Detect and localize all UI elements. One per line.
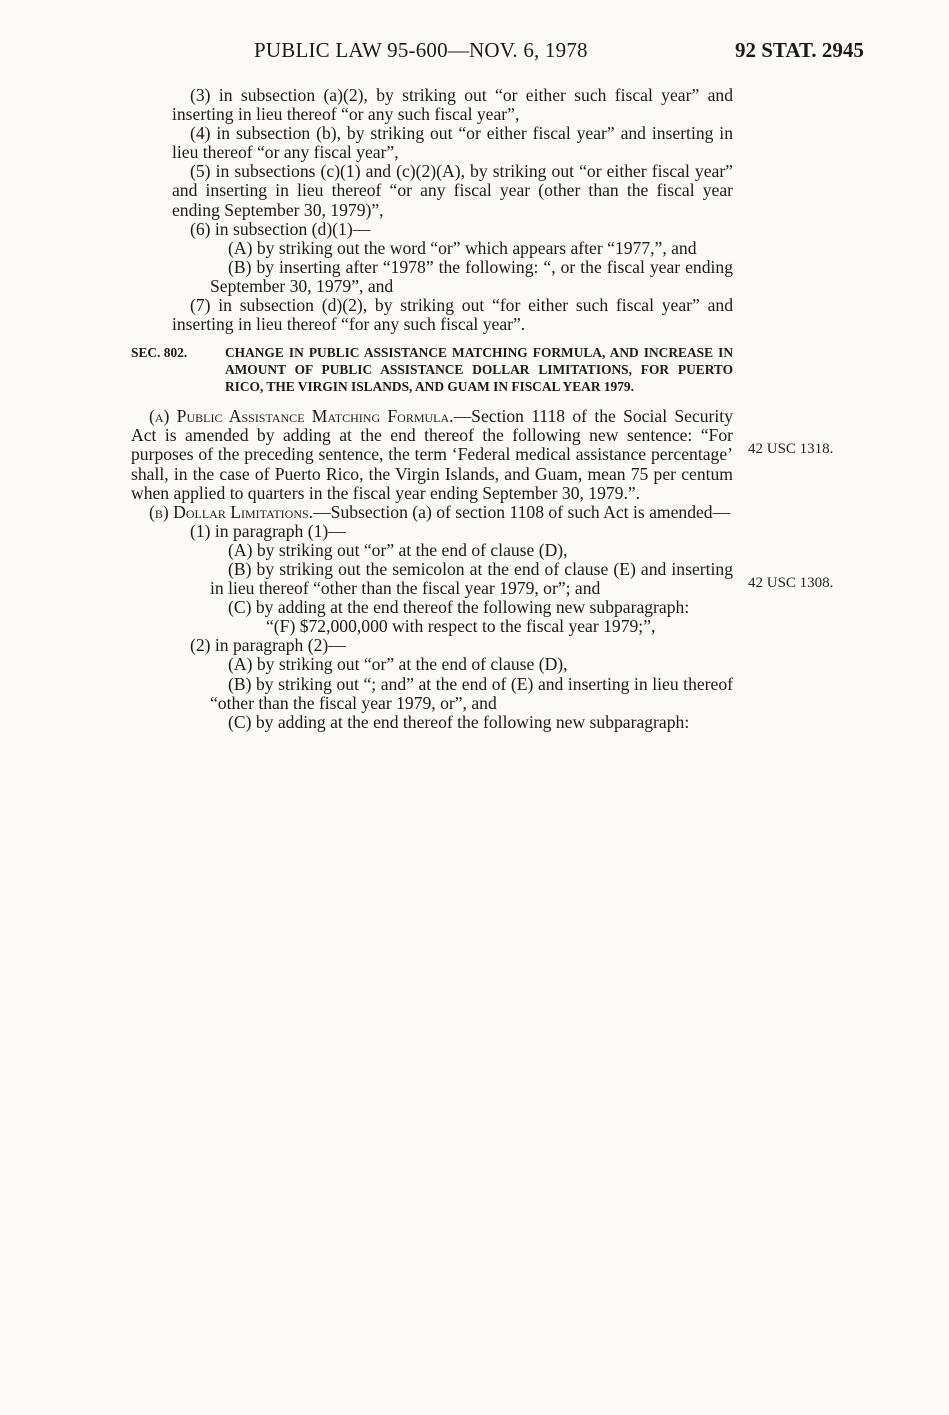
subsection-a-text: —Section 1118 of the Social Security Act is amended by adding at the end thereof the following new sentence: “For purposes of the preceding sentence, the term ‘Federal medical assistance percentage’ shall, in the case of Puerto Rico, the Virgin Islands, and Guam, mean 75 per centum when applied to quarters in the fiscal year ending September 30, 1979.”. [131, 406, 733, 503]
amendment-3: (3) in subsection (a)(2), by striking out “or either such fiscal year” and inserting in lieu thereof “or any such fiscal year”, [172, 85, 733, 125]
section-heading [131, 344, 733, 395]
paragraph-1: (1) in paragraph (1)— [190, 520, 346, 541]
body-text [131, 86, 733, 732]
paragraph-1-a: (A) by striking out “or” at the end of clause (D), [228, 539, 568, 560]
section-title: CHANGE IN PUBLIC ASSISTANCE MATCHING FORMULA, AND INCREASE IN AMOUNT OF PUBLIC ASSISTANCE DOLLAR LIMITATIONS, FOR PUERTO RICO, THE VIRGIN ISLANDS, AND GUAM IN FISCAL YEAR 1979. [225, 345, 733, 395]
subsection-a [131, 407, 733, 502]
header-law-citation: PUBLIC LAW 95-600—NOV. 6, 1978 [254, 38, 588, 62]
paragraph-2: (2) in paragraph (2)— [190, 635, 346, 656]
subsection-b [131, 503, 733, 522]
amendment-6a: (A) by striking out the word “or” which appears after “1977,”, and [228, 237, 697, 258]
paragraph-2-c: (C) by adding at the end thereof the following new subparagraph: [228, 711, 690, 732]
amendment-7: (7) in subsection (d)(2), by striking out “for either such fiscal year” and inserting in lieu thereof “for any such fiscal year”. [172, 295, 733, 335]
amendment-4: (4) in subsection (b), by striking out “or either fiscal year” and inserting in lieu thereof “or any fiscal year”, [172, 123, 733, 163]
paragraph-1-c: (C) by adding at the end thereof the following new subparagraph: [228, 597, 690, 618]
paragraph-2-a: (A) by striking out “or” at the end of clause (D), [228, 654, 568, 675]
amendment-5: (5) in subsections (c)(1) and (c)(2)(A), by striking out “or either fiscal year” and inserting in lieu thereof “or any fiscal year (other than the fiscal year ending September 30, 1979)”, [172, 161, 733, 220]
margin-note-usc-1318: 42 USC 1318. [748, 441, 834, 457]
paragraph-2-b: (B) by striking out “; and” at the end of (E) and inserting in lieu thereof “other than the fiscal year 1979, or”, and [210, 673, 733, 713]
section-number: SEC. 802. [131, 345, 188, 361]
subparagraph-f: “(F) $72,000,000 with respect to the fiscal year 1979;”, [266, 616, 656, 637]
paragraph-1-b: (B) by striking out the semicolon at the end of clause (E) and inserting in lieu thereof “other than the fiscal year 1979, or”; and [210, 558, 733, 599]
amendment-6: (6) in subsection (d)(1)— [190, 218, 371, 239]
header-stat-page: 92 STAT. 2945 [735, 38, 864, 62]
subsection-b-heading: (b) Dollar Limitations. [149, 501, 314, 522]
margin-note-usc-1308: 42 USC 1308. [748, 575, 834, 591]
subsection-a-heading: (a) Public Assistance Matching Formula. [149, 406, 454, 427]
subsection-b-text: —Subsection (a) of section 1108 of such Act is amended— [313, 501, 731, 522]
amendment-6b: (B) by inserting after “1978” the following: “, or the fiscal year ending September 30, 1979”, and [210, 256, 733, 296]
